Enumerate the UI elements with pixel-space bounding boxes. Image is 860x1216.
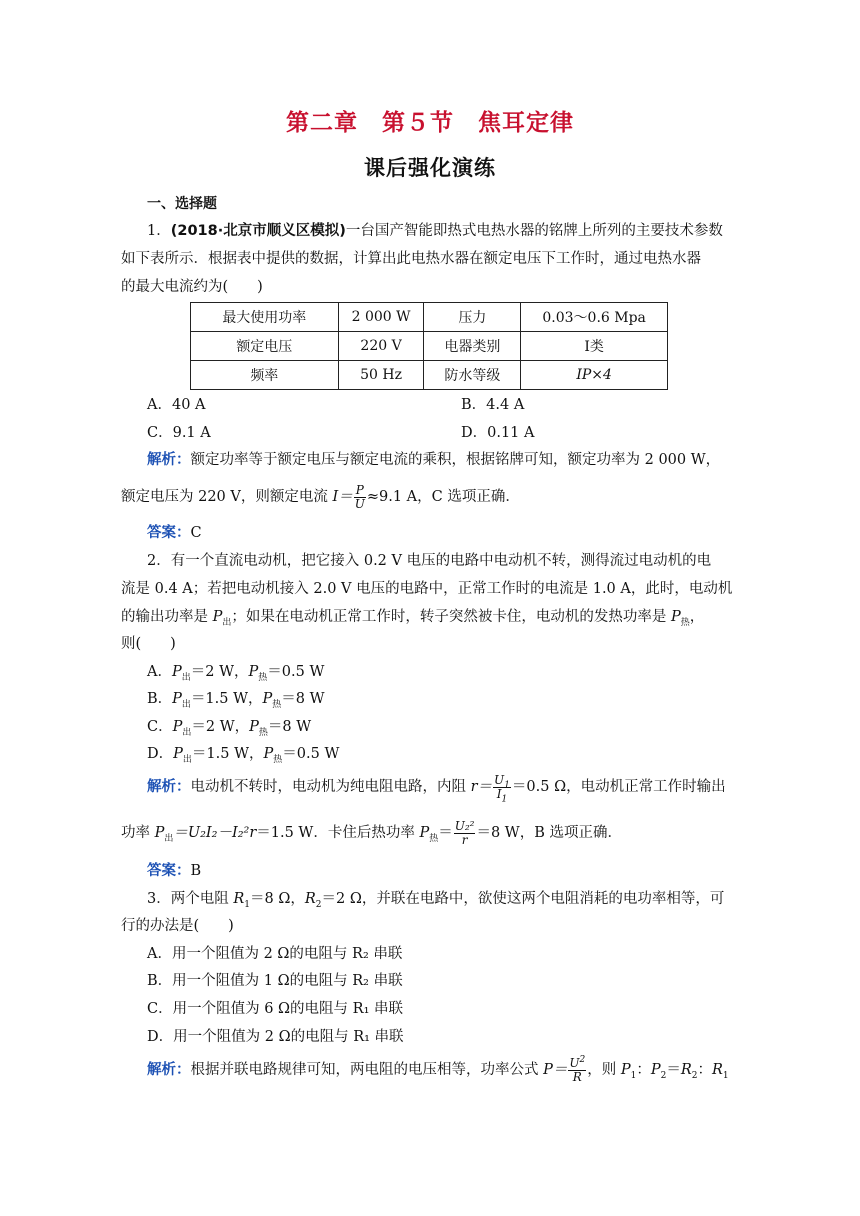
q3-stem-1a: 两个电阻 [170, 891, 234, 907]
q1-stem-3: 的最大电流约为( ) [121, 279, 263, 295]
q1-analysis-line-1 [147, 451, 720, 469]
sub-2: 2 [315, 899, 322, 910]
answer-value: B [190, 863, 202, 879]
table-cell: 电器类别 [424, 332, 521, 361]
sub-heat: 热 [680, 617, 690, 628]
sym-p: P [212, 609, 223, 625]
opt-part: ＝8 W [281, 691, 325, 707]
analysis-label: 解析： [147, 1062, 191, 1078]
sym-eq: ＝ [438, 825, 453, 841]
formula-pout: ＝U₂I₂－I₂²r [173, 825, 257, 841]
table-cell: Ⅰ类 [521, 332, 668, 361]
opt-letter: D． [147, 746, 174, 762]
sub-out: 出 [222, 617, 232, 628]
q3-number: 3． [147, 891, 171, 907]
answer-label: 答案： [147, 863, 191, 879]
sym-p: P [620, 1062, 631, 1078]
r2-value: ＝2 Ω [321, 891, 362, 907]
sym-p: P [249, 719, 259, 735]
opt-part: ＝1.5 W， [190, 691, 263, 707]
q1-option-d: D．0.11 A [461, 425, 535, 441]
sub-2: 2 [660, 1070, 667, 1081]
q3-option-b: B．用一个阻值为 1 Ω的电阻与 R₂ 串联 [147, 973, 403, 989]
sub-heat: 热 [272, 699, 282, 710]
q1-source: (2018·北京市顺义区模拟) [170, 223, 346, 239]
q3-analysis-1b: ，则 [587, 1062, 621, 1078]
table-cell: 防水等级 [424, 361, 521, 390]
formula-i: I＝ [332, 489, 353, 505]
sym-r: R [712, 1062, 723, 1078]
sym-ratio: ： [697, 1062, 712, 1078]
sub-1: 1 [630, 1070, 637, 1081]
sym-r: R [680, 1062, 692, 1078]
sym-p: P [262, 691, 273, 707]
q2-answer [147, 862, 201, 880]
q1-stem-1: 一台国产智能即热式电热水器的铭牌上所列的主要技术参数 [345, 223, 723, 239]
q2-stem-4: 则( ) [121, 636, 176, 652]
table-row [191, 332, 668, 361]
sym-ratio: ： [636, 1062, 651, 1078]
q3-option-a: A．用一个阻值为 2 Ω的电阻与 R₂ 串联 [147, 946, 403, 962]
q2-analysis-2c: ＝8 W，B 选项正确． [476, 825, 622, 841]
analysis-label: 解析： [147, 452, 191, 468]
frac-num [493, 774, 511, 788]
fraction-u2-over-r [568, 1054, 586, 1084]
q2-analysis-line-1 [147, 772, 726, 802]
table-row [191, 303, 668, 332]
opt-part: ＝2 W， [191, 719, 250, 735]
sym-p: P [650, 1062, 661, 1078]
q1-analysis-line-2 [121, 482, 520, 512]
table-cell: 额定电压 [191, 332, 339, 361]
table-cell: 2 000 W [338, 303, 424, 332]
sub-1: 1 [504, 779, 510, 790]
sym-p: P [172, 719, 183, 735]
q2-option-c [147, 718, 311, 736]
q3-stem-2: 行的办法是( ) [121, 918, 234, 934]
frac-den: R [572, 1069, 582, 1084]
q2-stem-1: 有一个直流电动机，把它接入 0.2 V 电压的电路中电动机不转，测得流过电动机的电 [170, 553, 712, 569]
sup-2: 2 [579, 1054, 586, 1065]
opt-letter: A． [147, 664, 172, 680]
sub-out: 出 [164, 833, 174, 844]
table-cell: 50 Hz [338, 361, 424, 390]
sym-u: U [494, 772, 505, 787]
q3-analysis-line-1 [147, 1055, 729, 1085]
analysis-label: 解析： [147, 779, 191, 795]
q2-analysis-1b: ＝0.5 Ω，电动机正常工作时输出 [511, 779, 726, 795]
sub-heat: 热 [258, 672, 268, 683]
q2-option-d [147, 745, 339, 763]
sub-1: 1 [722, 1070, 729, 1081]
q2-stem-3a: 的输出功率是 [121, 609, 213, 625]
fraction-u2sq-over-r [454, 820, 476, 847]
sym-r: R [233, 891, 245, 907]
sym-p: P [419, 825, 430, 841]
sym-p: P [172, 691, 182, 707]
answer-value: C [190, 525, 202, 541]
opt-letter: B． [147, 691, 173, 707]
table-cell: 0.03～0.6 Mpa [521, 303, 668, 332]
q1-analysis-2a: 额定电压为 220 V，则额定电流 [121, 489, 333, 505]
sub-1: 1 [244, 899, 250, 910]
sym-r: R [304, 891, 316, 907]
sub-2: 2 [691, 1070, 698, 1081]
table-row [191, 361, 668, 390]
page-subtitle: 课后强化演练 [364, 156, 496, 180]
sub-out: 出 [181, 672, 191, 683]
sym-p: P [154, 825, 165, 841]
q2-stem-2: 流是 0.4 A；若把电动机接入 2.0 V 电压的电路中，正常工作时的电流是 1.0 A，此时，电动机 [121, 581, 733, 597]
frac-num [568, 1054, 586, 1071]
sub-out: 出 [181, 699, 191, 710]
q1-option-b: B．4.4 A [461, 397, 525, 413]
q1-analysis-2b: ≈9.1 A，C 选项正确． [366, 489, 520, 505]
q3-option-c: C．用一个阻值为 6 Ω的电阻与 R₁ 串联 [147, 1001, 404, 1017]
q2-number: 2． [147, 553, 171, 569]
section-heading: 一、选择题 [147, 196, 217, 212]
opt-part: ＝0.5 W [267, 664, 325, 680]
q2-option-b [147, 690, 325, 708]
sym-p: P [171, 664, 182, 680]
q2-analysis-1a: 电动机不转时，电动机为纯电阻电路，内阻 [190, 779, 471, 795]
table-cell: 频率 [191, 361, 339, 390]
table-cell: 最大使用功率 [191, 303, 339, 332]
q3-stem-1b: ，并联在电路中，欲使这两个电阻消耗的电功率相等，可 [361, 891, 725, 907]
sym-p: P [173, 746, 183, 762]
q2-analysis-2b: ＝1.5 W．卡住后热功率 [256, 825, 420, 841]
q3-option-d: D．用一个阻值为 2 Ω的电阻与 R₁ 串联 [147, 1029, 404, 1045]
table-cell: 压力 [424, 303, 521, 332]
q1-stem-2: 如下表所示．根据表中提供的数据，计算出此电热水器在额定电压下工作时，通过电热水器 [121, 251, 701, 267]
q1-option-a: A．40 A [147, 397, 206, 413]
sub-out: 出 [182, 754, 192, 765]
formula-r: r＝ [470, 779, 493, 795]
q1-option-c: C．9.1 A [147, 425, 211, 441]
sym-p: P [671, 609, 681, 625]
q2-line-1 [147, 552, 711, 570]
answer-label: 答案： [147, 525, 191, 541]
frac-num: U₂² [454, 818, 475, 833]
chapter-title: 第二章 第５节 焦耳定律 [286, 110, 574, 136]
q3-analysis-1a: 根据并联电路规律可知，两电阻的电压相等，功率公式 [190, 1062, 544, 1078]
sub-1: 1 [501, 793, 508, 804]
q1-answer [147, 524, 202, 542]
frac-den: r [461, 832, 468, 847]
sub-out: 出 [182, 727, 192, 738]
sub-heat: 热 [273, 754, 283, 765]
sym-p: P [263, 746, 274, 762]
q1-line-1 [147, 222, 723, 240]
frac-den: U [354, 496, 365, 511]
fraction-p-over-u [354, 484, 366, 511]
q2-analysis-line-2 [121, 818, 622, 848]
sub-heat: 热 [429, 833, 439, 844]
formula-p: P＝ [543, 1062, 568, 1078]
opt-part: ＝1.5 W， [191, 746, 264, 762]
opt-part: ＝8 W [267, 719, 312, 735]
table-cell: IP×4 [521, 361, 668, 390]
sym-p: P [248, 664, 259, 680]
spec-table [190, 302, 668, 390]
sub-heat: 热 [258, 727, 268, 738]
frac-num: P [354, 484, 366, 498]
opt-part: ＝0.5 W [282, 746, 340, 762]
opt-part: ＝2 W， [190, 664, 249, 680]
sym-eq: ＝ [666, 1062, 681, 1078]
sym-u: U [569, 1055, 580, 1070]
sym-i: I [496, 786, 502, 801]
q2-analysis-2a: 功率 [121, 825, 155, 841]
opt-letter: C． [147, 719, 173, 735]
q2-line-3: 的输出功率是 $P_出$；如果在电动机正常工作时，转子突然被卡住，电动机的发热功率是 $P_热$， [121, 609, 705, 628]
q3-line-1 [147, 890, 724, 908]
table-cell: 220 V [338, 332, 424, 361]
q2-option-a [147, 663, 324, 681]
fraction-u1-over-i1 [493, 772, 511, 804]
q1-number: 1． [147, 223, 171, 239]
r1-value: ＝8 Ω， [250, 891, 305, 907]
q1-analysis-1: 额定功率等于额定电压与额定电流的乘积，根据铭牌可知，额定功率为 2 000 W， [190, 452, 721, 468]
q2-stem-3b: ；如果在电动机正常工作时，转子突然被卡住，电动机的发热功率是 [231, 609, 671, 625]
